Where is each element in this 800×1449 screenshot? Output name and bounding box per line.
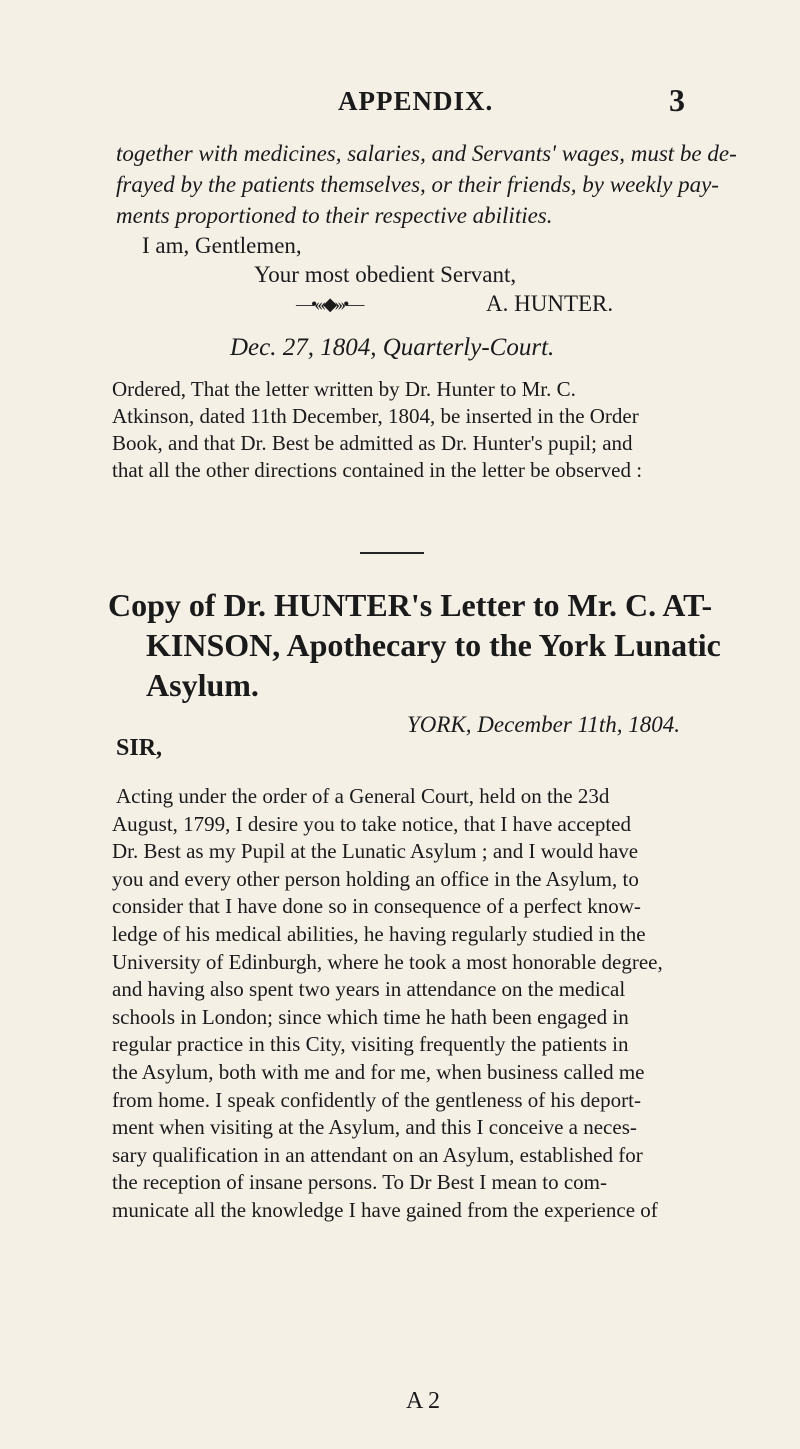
heading-line: Asylum. (146, 667, 259, 703)
minute-paragraph (112, 376, 712, 484)
text-line: the reception of insane persons. To Dr Best I mean to com- (112, 1170, 608, 1195)
text-line: Book, and that Dr. Best be admitted as Dr. Hunter's pupil; and (112, 431, 633, 455)
text-line: Dr. Best as my Pupil at the Lunatic Asylum ; and I would have (112, 839, 639, 864)
closing-salutation: I am, Gentlemen, (142, 233, 302, 258)
text-line: schools in London; since which time he hath been engaged in (112, 1004, 629, 1029)
text-line: ment when visiting at the Asylum, and this I conceive a neces- (112, 1115, 637, 1140)
text-line: University of Edinburgh, where he took a most honorable degree, (112, 949, 663, 974)
text-line: that all the other directions contained in the letter be observed : (112, 458, 643, 482)
regulation-text (116, 138, 737, 231)
ornamental-rule: —•‹‹‹◆›››•— (296, 294, 362, 314)
minute-dateline: Dec. 27, 1804, Quarterly-Court. (230, 334, 555, 361)
letter-body (112, 783, 712, 1225)
text-line: the Asylum, both with me and for me, when business called me (112, 1059, 645, 1084)
text-line: you and every other person holding an office in the Asylum, to (112, 866, 639, 891)
text-line: sary qualification in an attendant on an Asylum, established for (112, 1142, 643, 1167)
text-line: Acting under the order of a General Court, held on the 23d (116, 784, 610, 808)
text-line: together with medicines, salaries, and Servants' wages, must be de- (116, 141, 737, 166)
text-line: August, 1799, I desire you to take notice, that I have accepted (112, 811, 631, 836)
section-divider (360, 552, 424, 554)
text-line: and having also spent two years in attendance on the medical (112, 977, 626, 1002)
text-line: regular practice in this City, visiting frequently the patients in (112, 1032, 629, 1057)
letter-salutation: SIR, (116, 735, 163, 761)
text-line: from home. I speak confidently of the gentleness of his deport- (112, 1087, 641, 1112)
text-line: consider that I have done so in consequence of a perfect know- (112, 894, 641, 919)
closing-signature: A. HUNTER. (486, 291, 614, 316)
heading-line: Copy of Dr. HUNTER's Letter to Mr. C. AT- (108, 587, 713, 623)
letter-heading (108, 585, 721, 705)
page-header (0, 82, 800, 126)
text-line: frayed by the patients themselves, or their friends, by weekly pay- (116, 172, 719, 197)
text-line: Atkinson, dated 11th December, 1804, be inserted in the Order (112, 404, 639, 428)
text-line: ments proportioned to their respective abilities. (116, 203, 553, 228)
closing-valediction: Your most obedient Servant, (254, 262, 517, 287)
running-head: APPENDIX. (338, 86, 494, 116)
letter-dateline: YORK, December 11th, 1804. (407, 712, 680, 737)
text-line: Ordered, That the letter written by Dr. Hunter to Mr. C. (112, 377, 576, 401)
text-line: ledge of his medical abilities, he having regularly studied in the (112, 921, 646, 946)
page-number: 3 (669, 82, 685, 118)
heading-line: KINSON, Apothecary to the York Lunatic (146, 627, 721, 663)
text-line: municate all the knowledge I have gained from the experience of (112, 1197, 658, 1222)
signature-mark: A 2 (406, 1388, 441, 1414)
